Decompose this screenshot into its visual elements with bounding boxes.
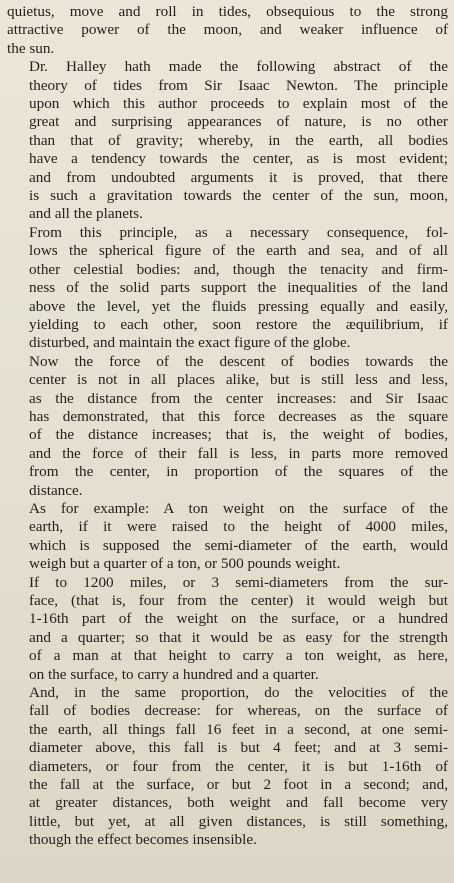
text-line: of a man at that height to carry a ton weight, as here,	[29, 647, 448, 665]
text-line: Now the force of the descent of bodies towards the	[29, 352, 448, 370]
text-line: From this principle, as a necessary consequence, fol-	[29, 223, 448, 241]
text-line: ness of the solid parts support the inequalities of the land	[29, 279, 448, 297]
text-line: and all the planets.	[29, 205, 143, 223]
text-line: lows the spherical figure of the earth and sea, and of all	[29, 242, 448, 260]
text-line: As for example: A ton weight on the surface of the	[29, 499, 448, 517]
text-line: from the center, in proportion of the squares of the	[29, 463, 448, 481]
paragraph-velocities-of-fall	[7, 684, 448, 850]
text-line: Dr. Halley hath made the following abstract of the	[29, 58, 448, 76]
text-line: the sun.	[7, 39, 55, 57]
text-line: the fall at the surface, or but 2 foot in a second; and,	[29, 776, 448, 794]
text-line: the earth, all things fall 16 feet in a second, at one semi-	[29, 720, 448, 738]
text-line: at greater distances, both weight and fall become very	[29, 794, 448, 812]
text-line: though the effect becomes insensible.	[29, 831, 257, 849]
paragraph-force-of-descent	[7, 353, 448, 500]
text-line: center is not in all places alike, but is still less and less,	[29, 371, 448, 389]
text-line: quietus, move and roll in tides, obsequious to the strong	[7, 3, 448, 20]
text-line: of the distance increases; that is, the weight of bodies,	[29, 426, 448, 444]
text-line: distance.	[29, 481, 83, 499]
text-line: theory of tides from Sir Isaac Newton. The principle	[29, 76, 448, 94]
text-line: other celestial bodies: and, though the tenacity and firm-	[29, 260, 448, 278]
text-line: as the distance from the center increases: and Sir Isaac	[29, 389, 448, 407]
text-line: face, (that is, four from the center) it would weigh but	[29, 592, 448, 609]
text-line: than that of gravity; whereby, in the earth, all bodies	[29, 131, 448, 149]
text-line: which is supposed the semi-diameter of the earth, would	[29, 536, 448, 554]
text-line: diameter above, this fall is but 4 feet; and at 3 semi-	[29, 739, 448, 757]
text-line: little, but yet, at all given distances, is still something,	[29, 812, 448, 830]
text-line: 1-16th part of the weight on the surface, or a hundred	[29, 610, 448, 628]
text-line: and from undoubted arguments it is proved, that there	[29, 168, 448, 186]
paragraph-tides-intro	[7, 3, 448, 58]
text-line: fall of bodies decrease: for whereas, on the surface of	[29, 702, 448, 720]
paragraph-semi-diameters	[7, 574, 448, 684]
text-line: disturbed, and maintain the exact figure of the globe.	[29, 334, 351, 352]
text-line: If to 1200 miles, or 3 semi-diameters from the sur-	[29, 573, 448, 591]
text-line: on the surface, to carry a hundred and a quarter.	[29, 665, 319, 683]
text-line: have a tendency towards the center, as is most evident;	[29, 150, 448, 168]
text-line: diameters, or four from the center, it is but 1-16th of	[29, 757, 448, 775]
text-line: earth, if it were raised to the height of 4000 miles,	[29, 518, 448, 536]
text-line: has demonstrated, that this force decreases as the square	[29, 407, 448, 425]
text-line: weigh but a quarter of a ton, or 500 pounds weight.	[29, 555, 341, 573]
text-line: is such a gravitation towards the center of the sun, moon,	[29, 187, 448, 205]
text-line: great and surprising appearances of nature, is no other	[29, 113, 448, 131]
paragraph-spherical-figure	[7, 224, 448, 353]
paragraph-halley-abstract	[7, 58, 448, 224]
text-line: yielding to each other, soon restore the æquilibrium, if	[29, 315, 448, 333]
text-line: And, in the same proportion, do the velocities of the	[29, 684, 448, 702]
text-line: attractive power of the moon, and weaker influence of	[7, 21, 448, 39]
text-line: and a quarter; so that it would be as easy for the strength	[29, 628, 448, 646]
text-line: upon which this author proceeds to explain most of the	[29, 95, 448, 113]
text-line: above the level, yet the fluids pressing equally and easily,	[29, 297, 448, 315]
text-line: and the force of their fall is less, in parts more removed	[29, 444, 448, 462]
paragraph-ton-weight-example	[7, 500, 448, 574]
